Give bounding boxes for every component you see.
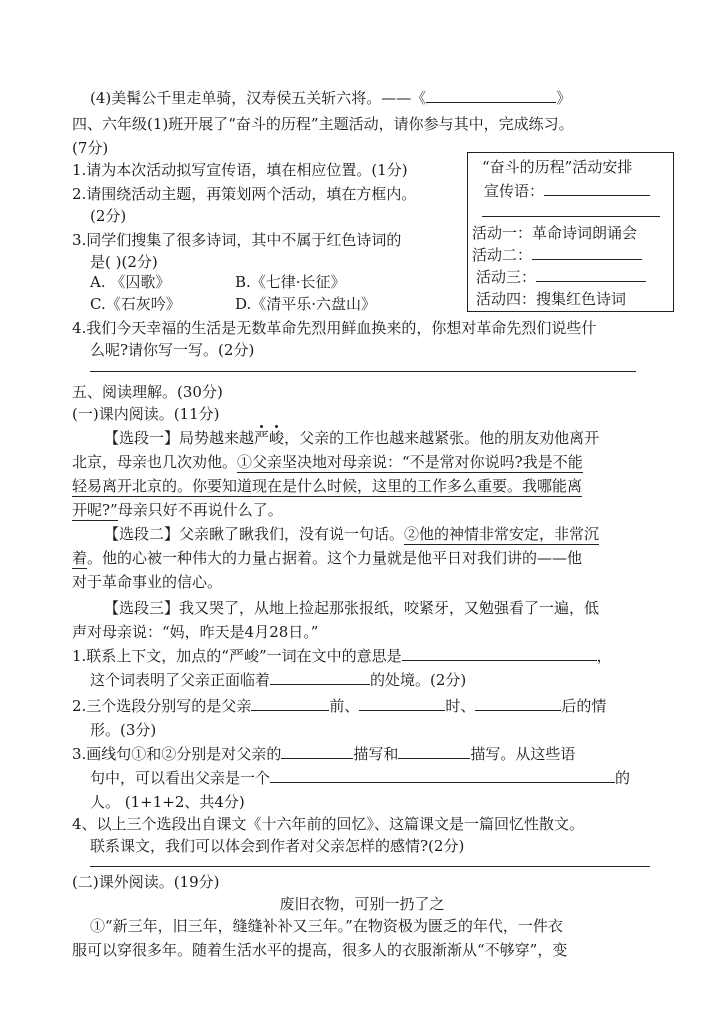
- answer-blank[interactable]: [281, 740, 353, 759]
- passage-1-line-2: 北京，母亲也几次劝他。①父亲坚决地对母亲说：“不是常对你说吗?我是不能: [72, 453, 583, 471]
- option-b: B.《七律·长征》: [235, 273, 346, 291]
- option-c: C.《石灰吟》: [90, 295, 181, 313]
- passage-3-line-1: 【选段三】我又哭了，从地上捡起那张报纸，咬紧牙，又勉强看了一遍，低: [104, 599, 600, 617]
- passage-2-line-2: 着。他的心被一种伟大的力量占据着。这个力量就是他平日对我们讲的——他: [72, 549, 583, 567]
- box-slogan: 宣传语：: [484, 177, 650, 205]
- slogan-blank[interactable]: [544, 177, 650, 196]
- passage-2-line-3: 对于革命事业的信心。: [72, 573, 223, 591]
- activity-box: [467, 152, 674, 312]
- s4-question-3-blank: 是( )(2分): [90, 253, 158, 271]
- reading-question-3: 3.画线句①和②分别是对父亲的 描写和 描写。从这些语: [72, 740, 575, 768]
- q-item-4: (4)美髯公千里走单骑，汉寿侯五关斩六将。——《 》: [90, 84, 571, 112]
- section5-heading: 五、阅读理解。(30分): [72, 383, 223, 401]
- section4-score: (7分): [72, 139, 109, 157]
- s4-question-1: 1.请为本次活动拟写宣传语，填在相应位置。(1分): [72, 161, 408, 179]
- reading-question-2: 2.三个选段分别写的是父亲 前、 时、 后的情: [72, 692, 606, 720]
- activity2-blank[interactable]: [532, 241, 642, 260]
- passage-3-line-2: 声对母亲说：“妈，昨天是4月28日。”: [72, 623, 319, 641]
- reading-question-2-cont: 形。(3分): [90, 721, 157, 739]
- article-title: 废旧衣物，可别一扔了之: [279, 895, 445, 913]
- section4-heading: 四、六年级(1)班开展了“奋斗的历程”主题活动，请你参与其中，完成练习。: [72, 115, 574, 133]
- s4-question-4-cont: 么呢?请你写一写。(2分): [90, 341, 255, 359]
- passage-1-line-3: 轻易离开北京的。你要知道现在是什么时候，这里的工作多么重要。我哪能离: [72, 477, 583, 495]
- box-title: “奋斗的历程”活动安排: [482, 158, 633, 176]
- reading-question-3-score: 人。 (1+1+2、共4分): [90, 793, 245, 811]
- answer-blank[interactable]: [402, 642, 597, 661]
- answer-blank[interactable]: [398, 740, 470, 759]
- answer-blank[interactable]: [251, 692, 329, 711]
- s4-question-3: 3.同学们搜集了很多诗词，其中不属于红色诗词的: [72, 231, 402, 249]
- s4-question-4: 4.我们今天幸福的生活是无数革命先烈用鲜血换来的，你想对革命先烈们说些什: [72, 319, 597, 337]
- answer-line[interactable]: [90, 866, 650, 867]
- s4-question-2-score: (2分): [90, 207, 127, 225]
- passage-1-line-1: 【选段一】局势越来越严峻，父亲的工作也越来越紧张。他的朋友劝他离开: [104, 429, 600, 447]
- answer-blank[interactable]: [270, 666, 370, 685]
- option-a: A. 《囚歌》: [90, 273, 171, 291]
- activity3-blank[interactable]: [536, 263, 646, 282]
- reading-question-4-cont: 联系课文，我们可以体会到作者对父亲怎样的感情?(2分): [90, 837, 465, 855]
- reading-question-1: 1.联系上下文，加点的“严峻”一词在文中的意思是 ，: [72, 642, 612, 670]
- slogan-blank-2[interactable]: [482, 216, 660, 217]
- answer-blank[interactable]: [475, 692, 561, 711]
- answer-blank[interactable]: [426, 84, 556, 103]
- answer-line[interactable]: [90, 371, 636, 372]
- article-line-1: ①“新三年，旧三年，缝缝补补又三年。”在物资极为匮乏的年代，一件衣: [90, 917, 563, 935]
- article-line-2: 服可以穿很多年。随着生活水平的提高，很多人的衣服渐渐从“不够穿”，变: [72, 941, 568, 959]
- box-activity-1: 活动一：革命诗词朗诵会: [472, 224, 638, 242]
- box-activity-3: 活动三：: [476, 263, 646, 291]
- answer-blank[interactable]: [270, 764, 615, 783]
- s4-question-2: 2.请围绕活动主题，再策划两个活动，填在方框内。: [72, 185, 417, 203]
- inclass-heading: (一)课内阅读。(11分): [72, 405, 220, 423]
- answer-blank[interactable]: [359, 692, 445, 711]
- outclass-heading: (二)课外阅读。(19分): [72, 873, 220, 891]
- reading-question-1-cont: 这个词表明了父亲正面临着 的处境。(2分): [90, 666, 466, 694]
- option-d: D.《清平乐·六盘山》: [235, 295, 377, 313]
- reading-question-4: 4、以上三个选段出自课文《十六年前的回忆》、这篇课文是一篇回忆性散文。: [72, 815, 585, 833]
- box-activity-2: 活动二：: [472, 241, 642, 269]
- box-activity-4: 活动四：搜集红色诗词: [476, 290, 627, 308]
- reading-question-3-cont: 句中，可以看出父亲是一个 的: [90, 764, 630, 792]
- passage-2-line-1: 【选段二】父亲瞅了瞅我们，没有说一句话。②他的神情非常安定，非常沉: [104, 525, 600, 543]
- passage-1-line-4: 开呢?”母亲只好不再说什么了。: [72, 501, 283, 519]
